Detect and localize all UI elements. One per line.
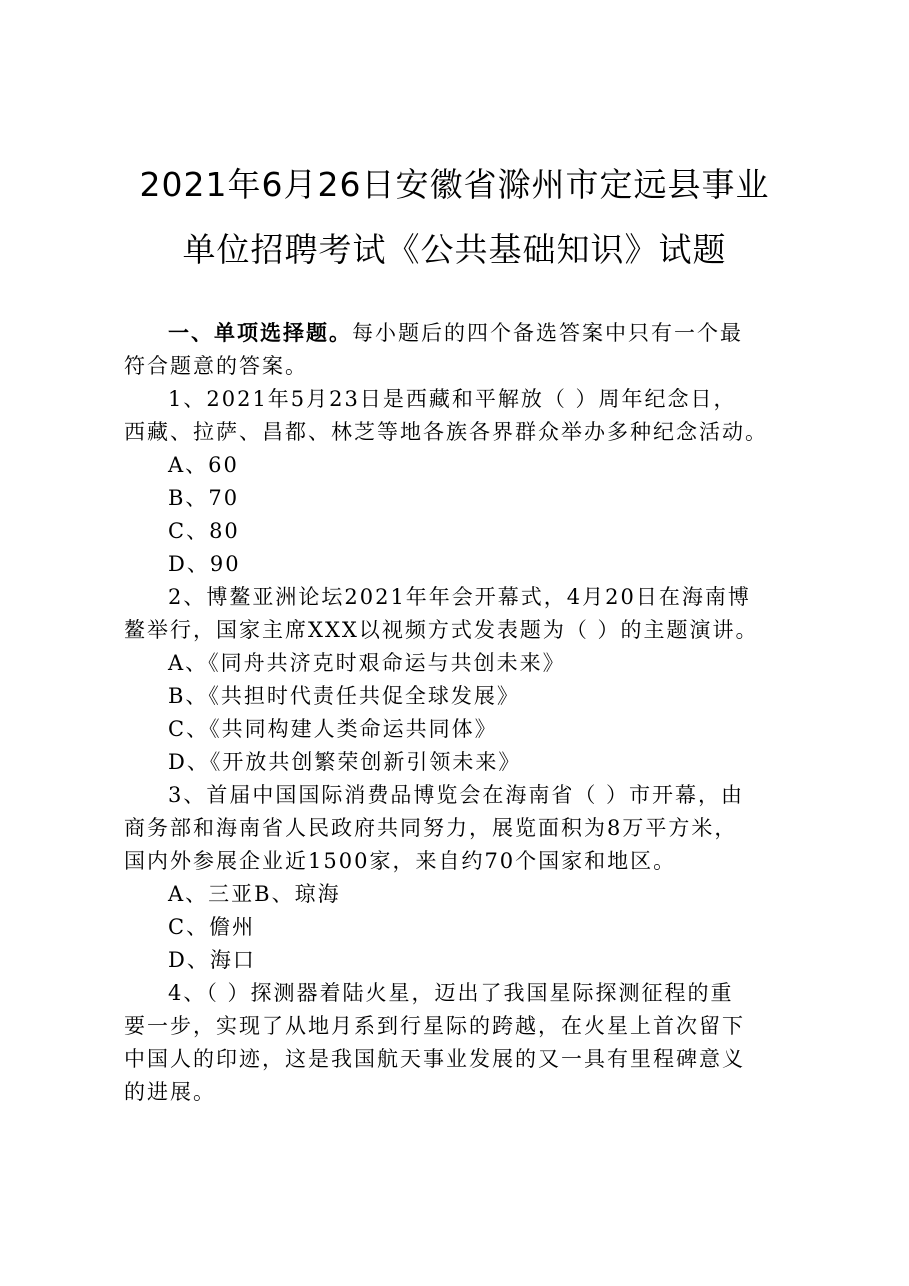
answer-option-c: C、80 [168, 519, 240, 543]
section-intro-text: 每小题后的四个备选答案中只有一个最 [352, 321, 743, 345]
answer-option-b: B、《共担时代责任共促全球发展》 [168, 684, 520, 708]
answer-option-c: C、《共同构建人类命运共同体》 [168, 717, 498, 741]
answer-option-a: A、60 [168, 453, 239, 477]
section-heading: 一、单项选择题。 [168, 321, 352, 345]
question-stem-line: 4、（ ）探测器着陆火星，迈出了我国星际探测征程的重 [168, 981, 734, 1005]
answer-option-d: D、90 [168, 552, 241, 576]
answer-option-d: D、海口 [168, 948, 256, 972]
question-stem-line: 国内外参展企业近1500家，来自约70个国家和地区。 [124, 849, 677, 873]
answer-option-c: C、儋州 [168, 915, 256, 939]
question-4 [124, 977, 796, 1109]
question-1 [124, 383, 796, 581]
question-stem-line: 鳌举行，国家主席XXX以视频方式发表题为（ ）的主题演讲。 [124, 618, 759, 642]
answer-option-d: D、《开放共创繁荣创新引领未来》 [168, 750, 522, 774]
document-title-line-1: 2021年6月26日安徽省滁州市定远县事业 [139, 165, 770, 204]
question-2 [124, 581, 796, 779]
answer-option-a: A、《同舟共济克时艰命运与共创未来》 [168, 651, 566, 675]
section-intro-continuation: 符合题意的答案。 [124, 354, 308, 378]
section-intro [124, 317, 796, 350]
question-stem-line: 西藏、拉萨、昌都、林芝等地各族各界群众举办多种纪念活动。 [124, 420, 768, 444]
question-stem-line: 2、博鳌亚洲论坛2021年年会开幕式，4月20日在海南博 [168, 585, 751, 609]
question-stem-line: 1、2021年5月23日是西藏和平解放（ ）周年纪念日， [168, 387, 737, 411]
question-stem-line: 商务部和海南省人民政府共同努力，展览面积为8万平方米， [124, 816, 738, 840]
answer-option-a-b: A、三亚B、琼海 [168, 882, 341, 906]
question-3 [124, 779, 796, 977]
question-stem-line: 的进展。 [124, 1080, 216, 1104]
question-stem-line: 中国人的印迹，这是我国航天事业发展的又一具有里程碑意义 [124, 1047, 745, 1071]
question-stem-line: 要一步，实现了从地月系到行星际的跨越，在火星上首次留下 [124, 1014, 745, 1038]
answer-option-b: B、70 [168, 486, 240, 510]
document-body [124, 317, 796, 1109]
document-title-line-2: 单位招聘考试《公共基础知识》试题 [182, 230, 727, 269]
question-stem-line: 3、首届中国国际消费品博览会在海南省（ ）市开幕，由 [168, 783, 745, 807]
